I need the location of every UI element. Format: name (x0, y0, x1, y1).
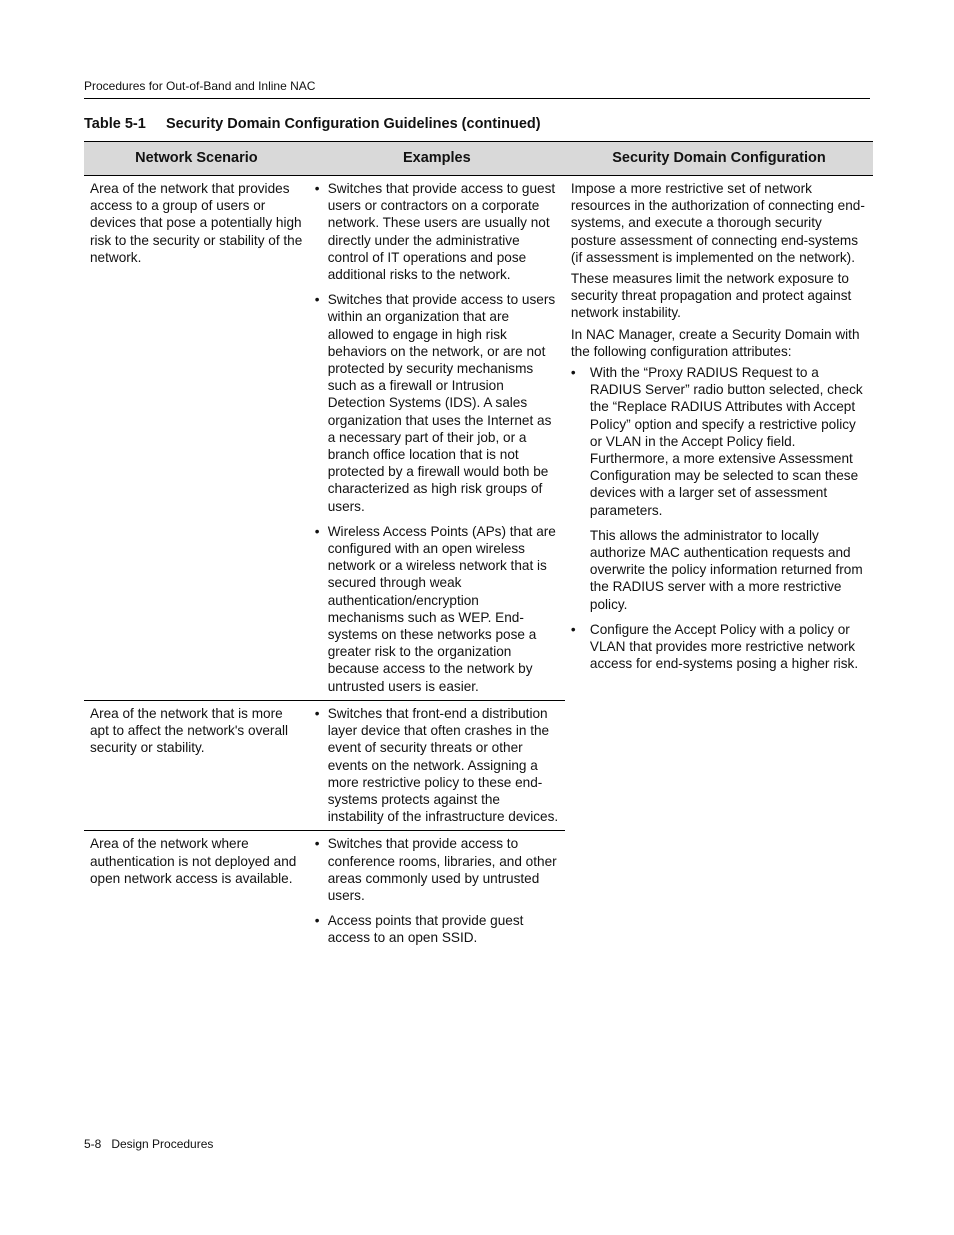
bullet-icon: • (314, 292, 320, 308)
table-header-row (84, 142, 873, 176)
bullet-icon: • (314, 705, 320, 721)
bullet-icon: • (570, 365, 576, 381)
example-text: Wireless Access Points (APs) that are configured with an open wireless network or a wireless network that is secured through weak authentication/encryption mechanisms such as WEP. End-systems on these networks pose a greater risk to the organization because access to the network by untrusted users is easier. (327, 523, 556, 694)
list-item (315, 912, 559, 946)
config-bullet-text: Configure the Accept Policy with a policy or VLAN that provides more restrictive network access for end-systems posing a higher risk. (589, 621, 859, 672)
config-paragraph: In NAC Manager, create a Security Domain with the following configuration attributes: (570, 326, 860, 359)
examples-cell (309, 176, 565, 701)
example-text: Access points that provide guest access to an open SSID. (327, 913, 524, 946)
bullet-icon: • (314, 836, 320, 852)
list-item (315, 835, 559, 904)
footer-chapter: Design Procedures (111, 1137, 214, 1151)
running-footer (84, 1137, 213, 1151)
running-header-title: Procedures for Out-of-Band and Inline NAC (84, 79, 316, 93)
security-domain-table (84, 141, 873, 952)
list-item (315, 523, 559, 695)
bullet-icon: • (570, 621, 576, 637)
table-row (84, 176, 873, 701)
config-list (571, 621, 867, 673)
table-caption (84, 115, 541, 133)
example-text: Switches that provide access to conference rooms, libraries, and other areas commonly used by untrusted users. (327, 836, 557, 903)
bullet-icon: • (314, 523, 320, 539)
examples-list (315, 835, 559, 946)
config-paragraph: Impose a more restrictive set of network resources in the authorization of connecting end-systems, and execute a thorough security posture assessment of connecting end-systems (if assessment is implemented on the network). (570, 181, 865, 265)
example-text: Switches that provide access to guest users or contractors on a corporate network. These users are usually not directly under the administrative control of IT operations and pose additional risks to the network. (327, 181, 556, 283)
example-text: Switches that provide access to users within an organization that are allowed to engage in high risk behaviors on the network, or are not protected by security mechanisms such as a firewall or Intrusion Detection Systems (IDS). A sales organization that uses the Internet as a necessary part of their job, or a branch office location that is not protected by a firewall would both be characterized as high risk groups of users. (327, 292, 556, 514)
scenario-cell: Area of the network that provides access to a group of users or devices that pose a potentially high risk to the security or stability of the network. (84, 176, 309, 701)
config-list (571, 364, 867, 519)
column-header-network-scenario: Network Scenario (84, 142, 309, 176)
list-item (571, 364, 867, 519)
page-number: 5-8 (84, 1137, 102, 1151)
table-number: Table 5-1 (84, 116, 146, 132)
list-item (315, 180, 559, 283)
examples-cell (309, 831, 565, 952)
list-item (315, 705, 559, 825)
column-header-security-domain-configuration: Security Domain Configuration (565, 142, 873, 176)
running-header (84, 79, 870, 99)
examples-cell (309, 700, 565, 830)
bullet-icon: • (314, 181, 320, 196)
list-item (315, 291, 559, 515)
config-sub-paragraph: This allows the administrator to locally authorize MAC authentication requests and overwrite the policy information returned from the RADIUS server with a more restrictive policy. (589, 527, 863, 612)
example-text: Switches that front-end a distribution layer device that often crashes in the event of security threats or other events on the network. Assigning a more restrictive policy to these end-systems protects against the instability of the infrastructure devices. (327, 705, 559, 825)
column-header-examples: Examples (309, 142, 565, 176)
scenario-cell: Area of the network that is more apt to affect the network's overall security or stability. (84, 700, 309, 830)
config-paragraph: These measures limit the network exposure to security threat propagation and protect against network instability. (570, 271, 852, 321)
bullet-icon: • (314, 913, 320, 929)
examples-list (315, 705, 559, 825)
config-bullet-text: With the “Proxy RADIUS Request to a RADIUS Server” radio button selected, check the “Replace RADIUS Attributes with Accept Policy” option and specify a restrictive policy or VLAN in the Accept Policy field. Furthermore, a more extensive Assessment Configuration may be selected to scan these devices with a larger set of assessment parameters. (589, 365, 863, 518)
list-item (571, 621, 867, 673)
examples-list (315, 180, 559, 695)
scenario-cell: Area of the network where authentication is not deployed and open network access is available. (90, 836, 297, 886)
configuration-cell (565, 176, 873, 952)
table-title: Security Domain Configuration Guidelines (continued) (166, 116, 541, 132)
